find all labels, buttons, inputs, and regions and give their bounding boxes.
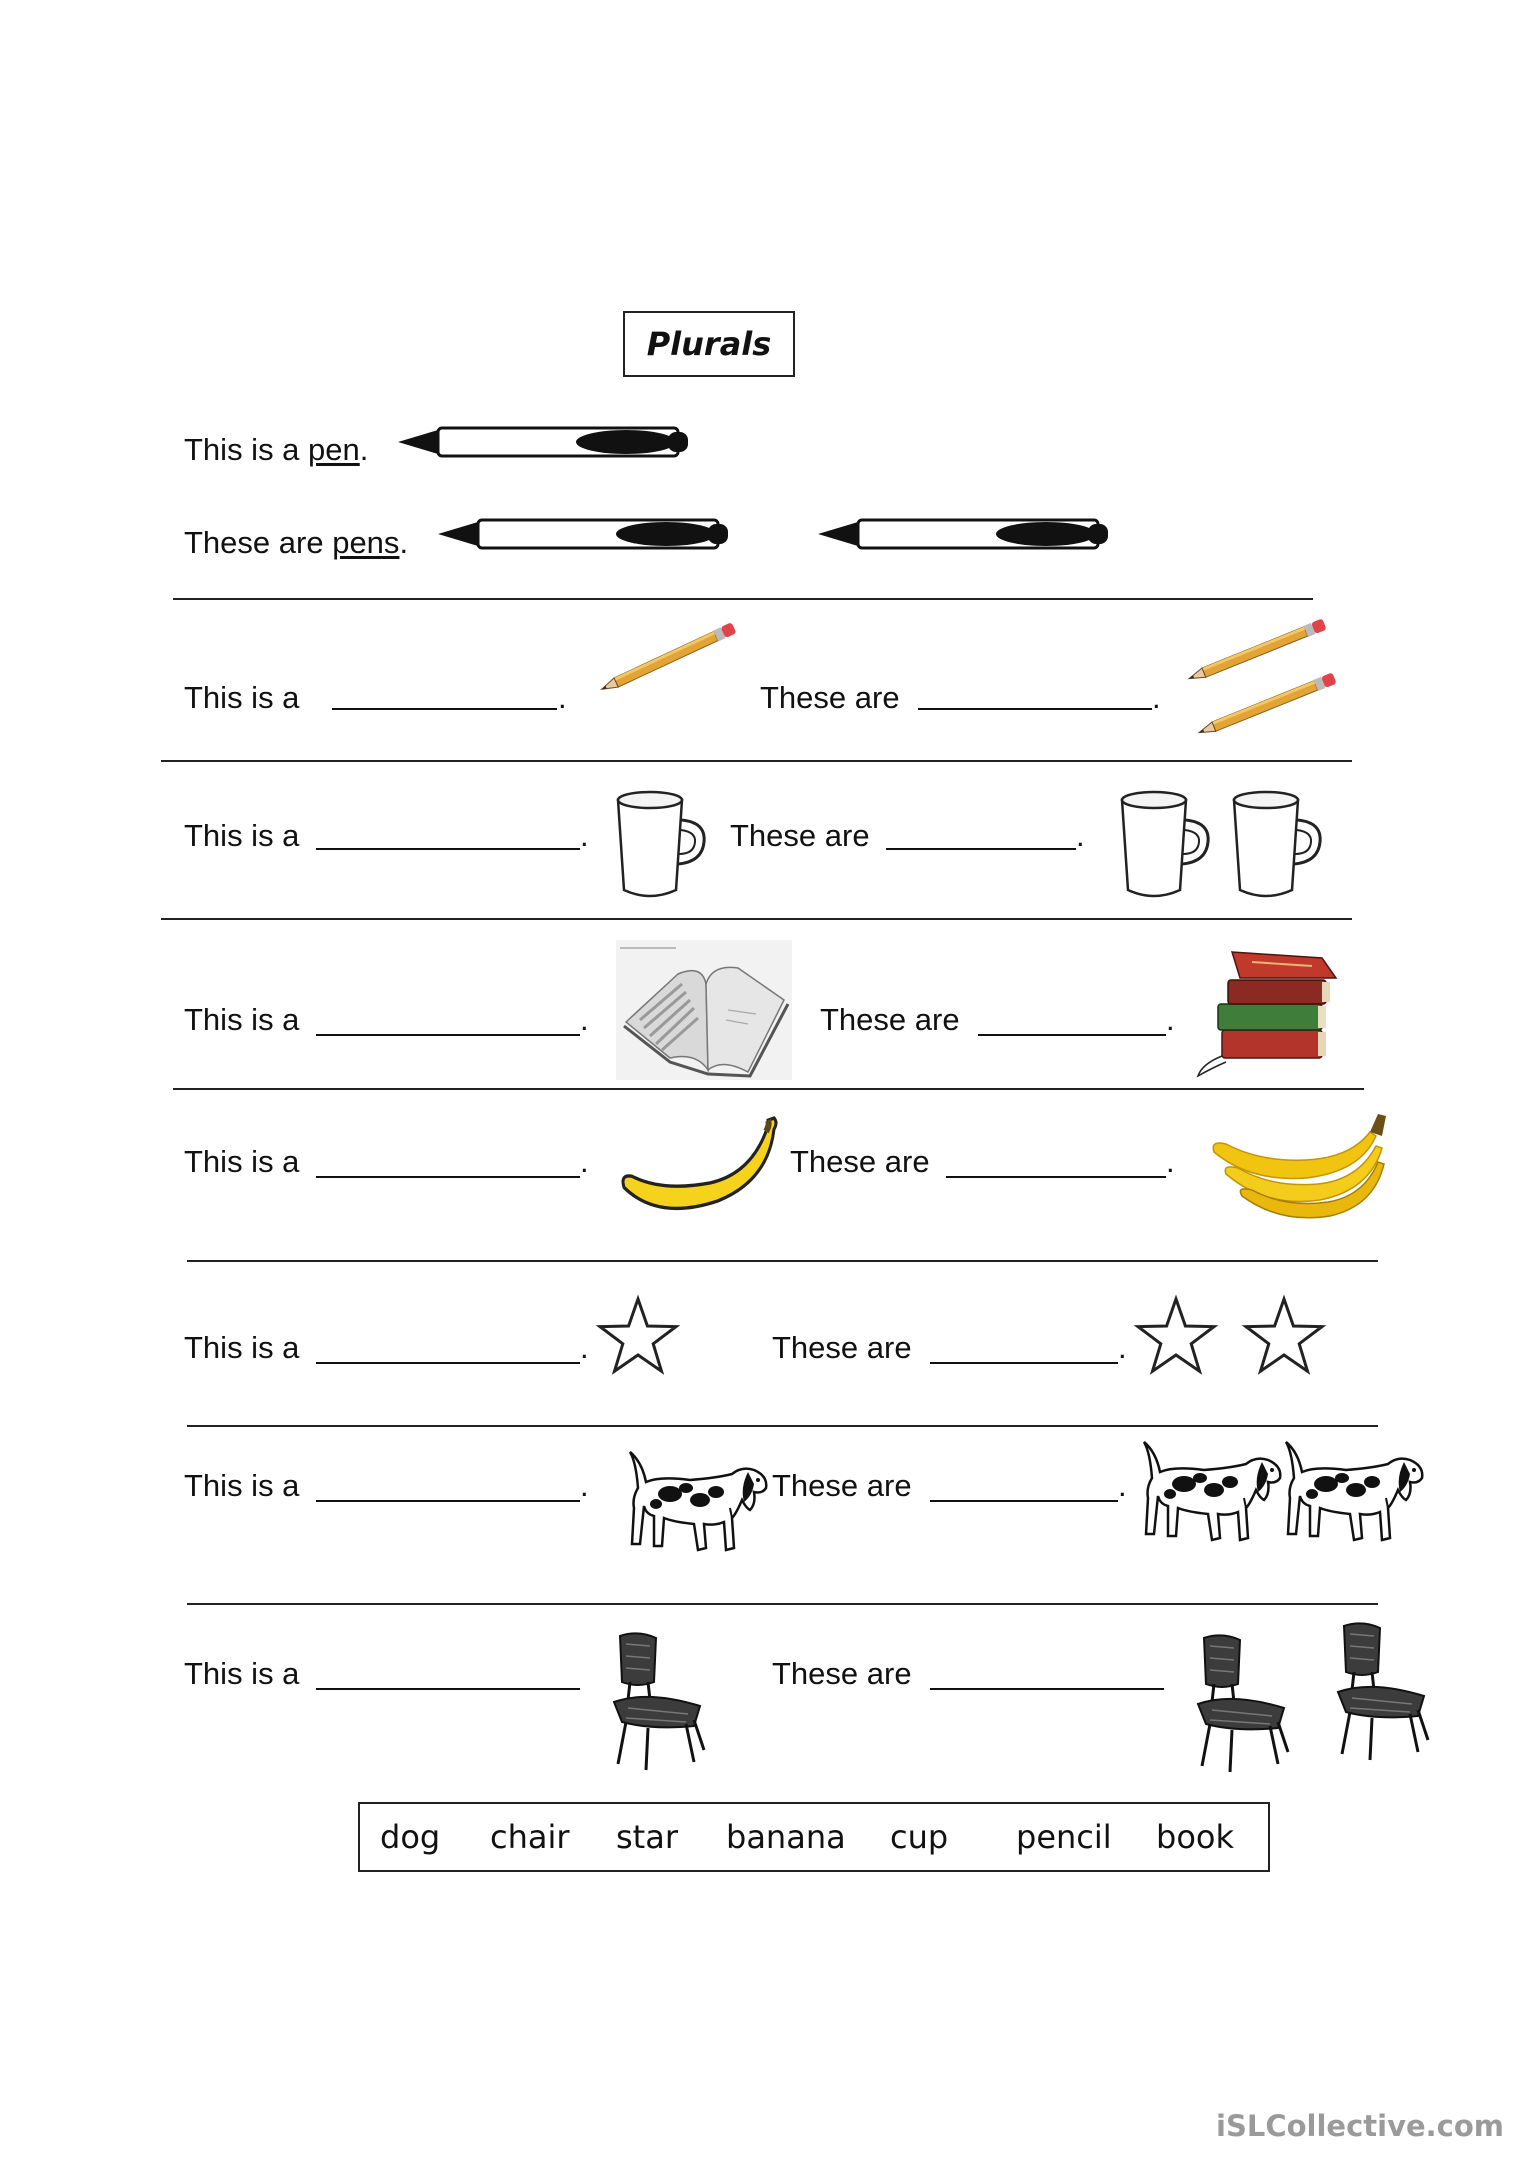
example-plural-sentence: [184, 525, 408, 561]
stars-icon: [1136, 1297, 1328, 1377]
worksheet-title: Plurals: [623, 311, 795, 377]
example-singular-end: .: [359, 432, 369, 467]
word-bank-item: cup: [890, 1818, 949, 1856]
divider: [187, 1425, 1378, 1427]
plural-label: These are: [790, 1144, 930, 1179]
singular-answer-blank[interactable]: [332, 708, 557, 710]
singular-answer-blank[interactable]: [316, 1176, 580, 1178]
pens-icon: [438, 516, 1218, 556]
singular-answer-blank[interactable]: [316, 848, 580, 850]
plural-label: These are: [772, 1468, 912, 1503]
word-bank-item: chair: [490, 1818, 570, 1856]
singular-label: This is a: [184, 1468, 300, 1503]
plural-label: These are: [772, 1656, 912, 1691]
singular-answer-blank[interactable]: [316, 1034, 580, 1036]
word-bank-item: book: [1156, 1818, 1234, 1856]
divider: [173, 598, 1313, 600]
word-bank-item: banana: [726, 1818, 846, 1856]
singular-answer-blank[interactable]: [316, 1362, 580, 1364]
singular-label: This is a: [184, 1002, 300, 1037]
chair-icon: [608, 1630, 718, 1780]
plural-label: These are: [730, 818, 870, 853]
divider: [187, 1603, 1378, 1605]
plural-label: These are: [772, 1330, 912, 1365]
word-bank: [358, 1802, 1270, 1872]
word-bank-item: star: [616, 1818, 678, 1856]
period: .: [558, 680, 567, 715]
dog-icon: [620, 1448, 770, 1558]
period: .: [580, 1330, 589, 1365]
plural-answer-blank[interactable]: [930, 1688, 1164, 1690]
singular-label: This is a: [184, 680, 300, 715]
example-plural-prefix: These are: [184, 525, 333, 560]
example-singular-prefix: This is a: [184, 432, 309, 467]
plural-answer-blank[interactable]: [930, 1362, 1118, 1364]
plural-label: These are: [760, 680, 900, 715]
period: .: [1118, 1330, 1127, 1365]
divider: [161, 760, 1352, 762]
period: .: [1166, 1002, 1175, 1037]
divider: [173, 1088, 1364, 1090]
pencils-icon: [1180, 610, 1350, 735]
word-bank-item: pencil: [1016, 1818, 1112, 1856]
divider: [187, 1260, 1378, 1262]
footer-watermark: iSLCollective.com: [1216, 2109, 1504, 2143]
period: .: [580, 818, 589, 853]
book-icon: [616, 940, 792, 1080]
period: .: [1076, 818, 1085, 853]
singular-label: This is a: [184, 1144, 300, 1179]
plural-answer-blank[interactable]: [918, 708, 1152, 710]
period: .: [580, 1468, 589, 1503]
plural-answer-blank[interactable]: [930, 1500, 1118, 1502]
example-singular-word: pen: [308, 432, 360, 467]
period: .: [1118, 1468, 1127, 1503]
plural-answer-blank[interactable]: [886, 848, 1076, 850]
singular-label: This is a: [184, 1656, 300, 1691]
example-singular-sentence: [184, 432, 368, 468]
period: .: [580, 1002, 589, 1037]
divider: [161, 918, 1352, 920]
pencil-icon: [592, 620, 742, 690]
example-plural-word: pens: [332, 525, 400, 560]
singular-answer-blank[interactable]: [316, 1500, 580, 1502]
plural-answer-blank[interactable]: [946, 1176, 1166, 1178]
period: .: [580, 1144, 589, 1179]
bananas-icon: [1210, 1112, 1394, 1237]
example-plural-end: .: [399, 525, 409, 560]
singular-label: This is a: [184, 1330, 300, 1365]
books-icon: [1192, 948, 1342, 1078]
pen-icon: [398, 424, 698, 464]
plural-answer-blank[interactable]: [978, 1034, 1166, 1036]
star-icon: [598, 1297, 680, 1377]
singular-answer-blank[interactable]: [316, 1688, 580, 1690]
cup-icon: [614, 790, 714, 905]
period: .: [1152, 680, 1161, 715]
singular-label: This is a: [184, 818, 300, 853]
chairs-icon: [1192, 1620, 1442, 1780]
dogs-icon: [1134, 1438, 1424, 1558]
plural-label: These are: [820, 1002, 960, 1037]
period: .: [1166, 1144, 1175, 1179]
word-bank-item: dog: [380, 1818, 441, 1856]
cups-icon: [1118, 790, 1334, 905]
banana-icon: [616, 1112, 782, 1227]
